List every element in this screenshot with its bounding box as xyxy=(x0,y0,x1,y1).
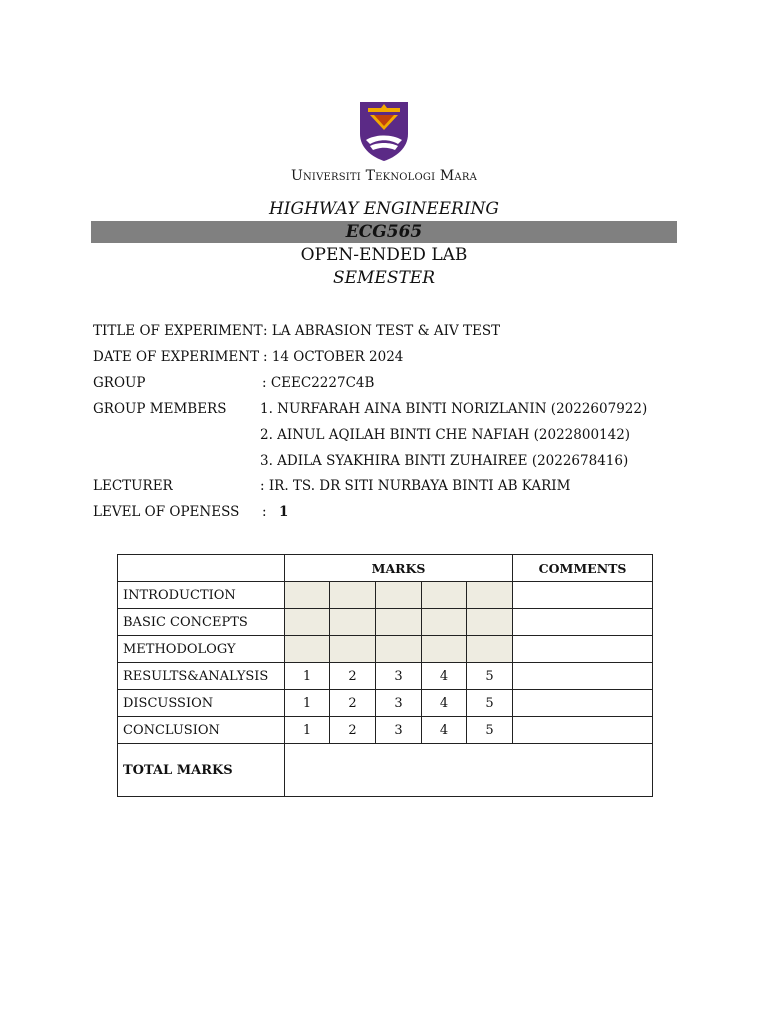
comments-header: COMMENTS xyxy=(513,555,653,582)
score-cell xyxy=(376,582,422,609)
score-cell xyxy=(467,582,513,609)
comment-cell xyxy=(513,582,653,609)
score-cell: 2 xyxy=(330,690,376,717)
total-marks-label: TOTAL MARKS xyxy=(118,744,285,797)
title-value: : LA ABRASION TEST & AIV TEST xyxy=(263,323,501,339)
date-value: : 14 OCTOBER 2024 xyxy=(263,349,404,365)
lab-type: OPEN-ENDED LAB xyxy=(300,245,468,265)
score-cell xyxy=(422,609,467,636)
score-cell xyxy=(422,636,467,663)
group-value: : CEEC2227C4B xyxy=(262,375,375,391)
openness-label: LEVEL OF OPENESS xyxy=(93,504,240,520)
marks-table xyxy=(117,554,653,797)
total-row xyxy=(118,744,653,797)
table-header-row xyxy=(118,555,653,582)
score-cell xyxy=(376,609,422,636)
score-cell xyxy=(467,636,513,663)
score-cell xyxy=(285,609,330,636)
table-row xyxy=(118,717,653,744)
university-logo xyxy=(0,100,768,162)
score-cell: 3 xyxy=(376,717,422,744)
score-cell: 3 xyxy=(376,663,422,690)
total-marks-cell xyxy=(285,744,653,797)
score-cell: 4 xyxy=(422,690,467,717)
comment-cell xyxy=(513,690,653,717)
score-cell: 4 xyxy=(422,663,467,690)
row-label: DISCUSSION xyxy=(118,690,285,717)
row-label: BASIC CONCEPTS xyxy=(118,609,285,636)
course-code-bar xyxy=(91,221,677,243)
lecturer-label: LECTURER xyxy=(93,478,173,494)
score-cell xyxy=(467,609,513,636)
table-row xyxy=(118,663,653,690)
member-item: 1. NURFARAH AINA BINTI NORIZLANIN (2022607922) xyxy=(260,401,648,417)
score-cell: 4 xyxy=(422,717,467,744)
university-name: Universiti Teknologi Mara xyxy=(290,168,477,184)
score-cell: 1 xyxy=(285,717,330,744)
title-label: TITLE OF EXPERIMENT xyxy=(93,323,263,339)
score-cell: 2 xyxy=(330,663,376,690)
table-row xyxy=(118,582,653,609)
score-cell: 3 xyxy=(376,690,422,717)
score-cell xyxy=(330,636,376,663)
course-code: ECG565 xyxy=(345,222,423,242)
score-cell: 5 xyxy=(467,717,513,744)
marks-header: MARKS xyxy=(285,555,513,582)
row-label: CONCLUSION xyxy=(118,717,285,744)
table-row xyxy=(118,690,653,717)
table-row xyxy=(118,609,653,636)
score-cell: 2 xyxy=(330,717,376,744)
lecturer-value: : IR. TS. DR SITI NURBAYA BINTI AB KARIM xyxy=(260,478,571,494)
row-label: RESULTS&ANALYSIS xyxy=(118,663,285,690)
comment-cell xyxy=(513,717,653,744)
empty-header-cell xyxy=(118,555,285,582)
openness-value: 1 xyxy=(279,504,289,520)
row-label: INTRODUCTION xyxy=(118,582,285,609)
score-cell: 1 xyxy=(285,690,330,717)
member-item: 3. ADILA SYAKHIRA BINTI ZUHAIREE (2022678416) xyxy=(260,453,629,469)
score-cell: 5 xyxy=(467,690,513,717)
semester: SEMESTER xyxy=(332,268,436,288)
openness-colon: : xyxy=(262,504,267,520)
score-cell xyxy=(285,582,330,609)
group-label: GROUP xyxy=(93,375,146,391)
comment-cell xyxy=(513,663,653,690)
table-row xyxy=(118,636,653,663)
score-cell xyxy=(330,609,376,636)
score-cell xyxy=(376,636,422,663)
score-cell: 1 xyxy=(285,663,330,690)
uitm-crest-icon xyxy=(358,100,410,162)
score-cell xyxy=(330,582,376,609)
row-label: METHODOLOGY xyxy=(118,636,285,663)
members-label: GROUP MEMBERS xyxy=(93,401,227,417)
score-cell xyxy=(422,582,467,609)
score-cell xyxy=(285,636,330,663)
comment-cell xyxy=(513,609,653,636)
score-cell: 5 xyxy=(467,663,513,690)
course-title: HIGHWAY ENGINEERING xyxy=(268,199,500,219)
member-item: 2. AINUL AQILAH BINTI CHE NAFIAH (2022800142) xyxy=(260,427,631,443)
date-label: DATE OF EXPERIMENT xyxy=(93,349,260,365)
comment-cell xyxy=(513,636,653,663)
